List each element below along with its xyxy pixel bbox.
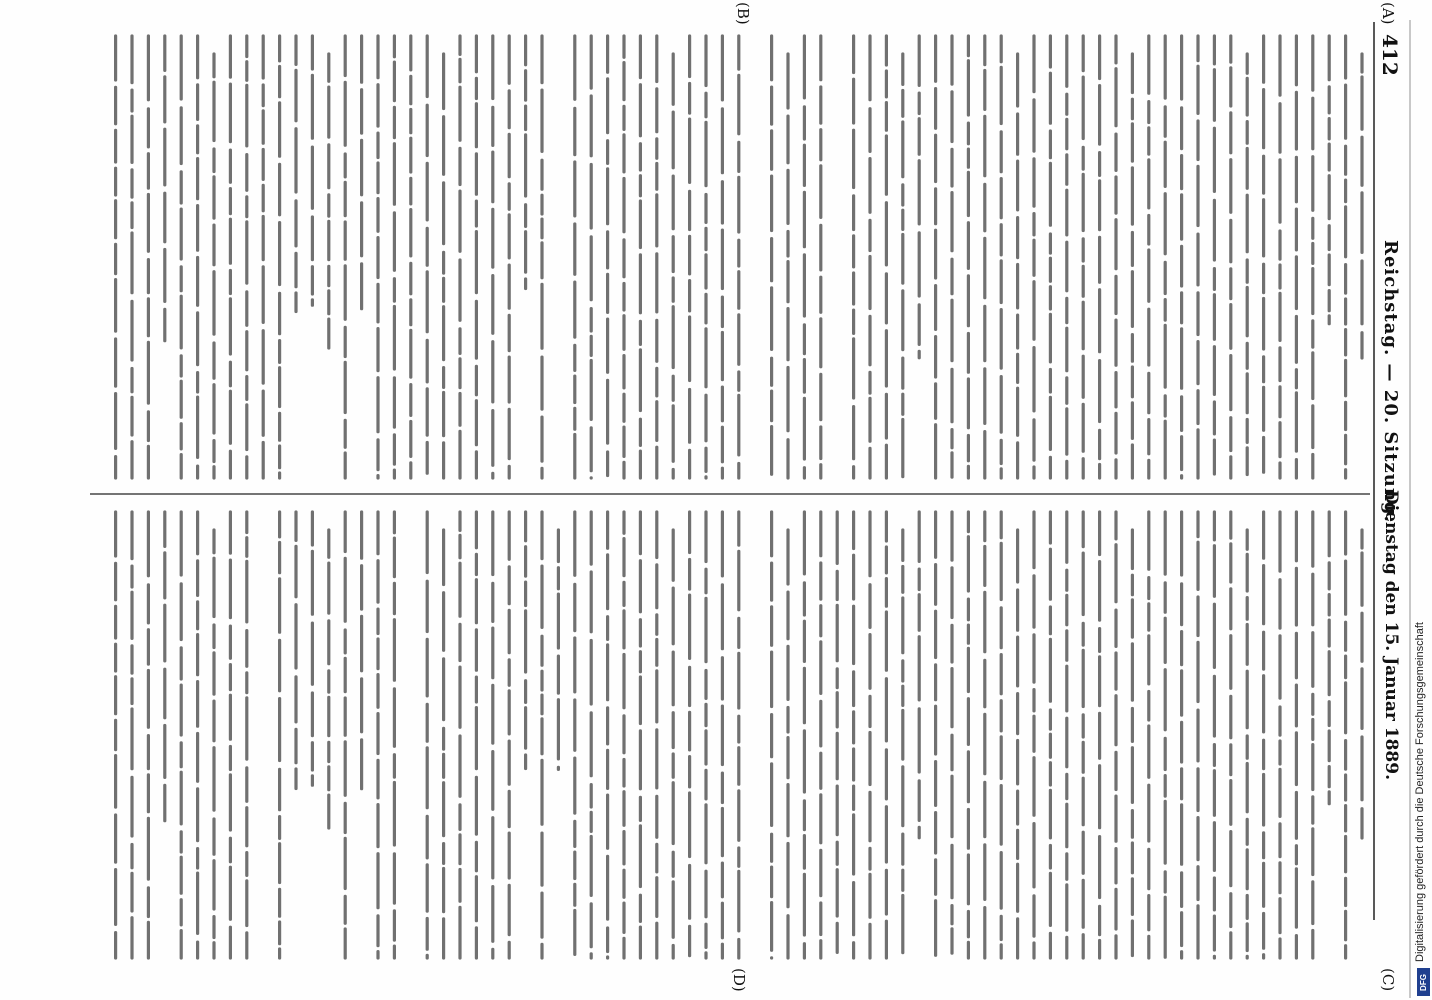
dfg-logo: DFG bbox=[1417, 968, 1430, 996]
margin-marker-d: (D) bbox=[730, 968, 748, 992]
margin-marker-c: (C) bbox=[1379, 968, 1397, 992]
margin-marker-a: (A) bbox=[1379, 2, 1397, 25]
page-number: 412 bbox=[1378, 34, 1402, 76]
running-header-date: Dienstag den 15. Januar 1889. bbox=[1381, 490, 1401, 780]
running-header-title: Reichstag. — 20. Sitzung. bbox=[1380, 240, 1401, 523]
right-text-column bbox=[116, 512, 1362, 958]
margin-marker-b: (B) bbox=[734, 2, 752, 25]
digitization-credit: Digitalisierung gefördert durch die Deutsche Forschungsgemeinschaft bbox=[1414, 622, 1426, 962]
left-text-column bbox=[116, 36, 1362, 478]
